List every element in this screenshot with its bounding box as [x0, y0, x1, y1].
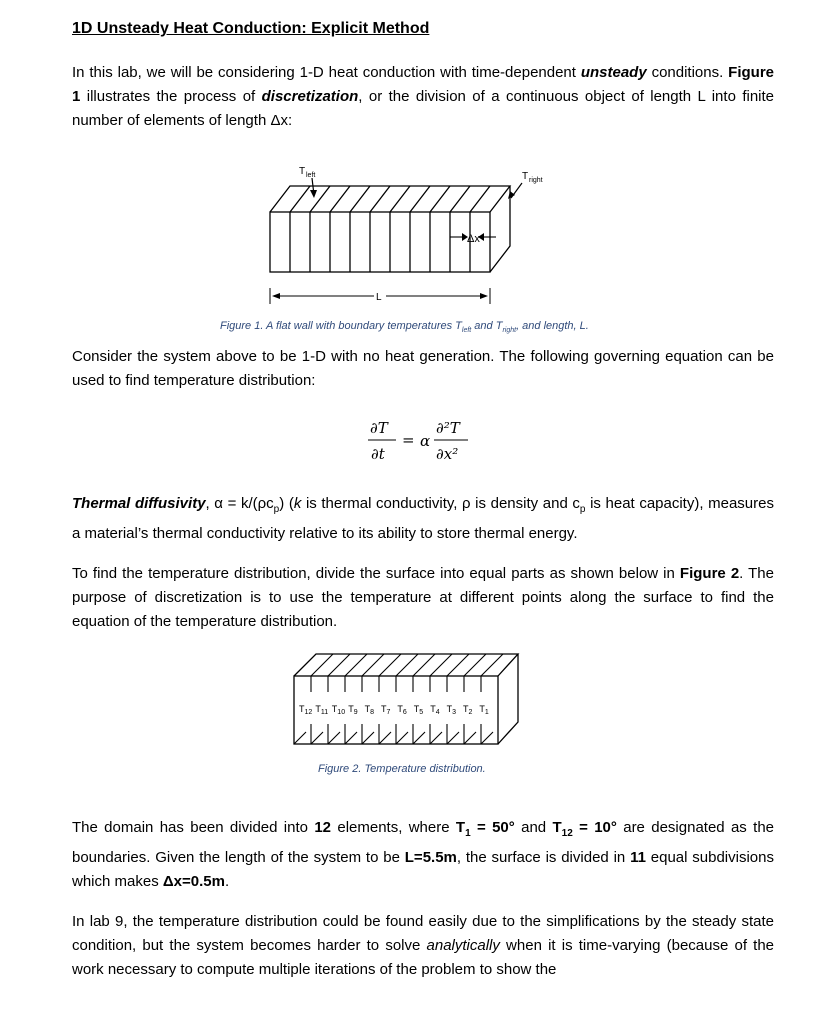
fig2-slice-top-line	[413, 654, 435, 676]
eq-rhs-numerator: ∂²T	[436, 419, 460, 437]
fig2-slice-top-line	[362, 654, 384, 676]
temperature-label-t6: $T_6$	[397, 704, 407, 716]
temperature-label-t4: $T_4$	[430, 704, 440, 716]
text-run: .	[224, 873, 230, 890]
svg-text:Δx: Δx	[467, 233, 480, 245]
value-elements: 12	[314, 819, 332, 836]
fig2-slice-top-line	[328, 654, 350, 676]
fig2-slice-diag-line	[345, 732, 357, 744]
caption-text: Figure 1. A flat wall with boundary temperatures T	[220, 320, 462, 332]
text-run: illustrates the process of	[80, 88, 262, 105]
text-run: are designated as the boundaries. Given the length of the system to be	[72, 819, 774, 866]
fig2-slice-top-line	[345, 654, 367, 676]
governing-equation-intro: Consider the system above to be 1-D with no heat generation. The following governing equation can be used to find temperature distribution:	[72, 348, 774, 389]
text-run: is heat capacity), measures a material’s thermal conductivity relative to its ability to store thermal energy.	[72, 495, 774, 542]
temperature-label-t2: $T_2$	[463, 704, 473, 716]
fig2-slice-diag-line	[481, 732, 493, 744]
fig2-slice-diag-line	[311, 732, 323, 744]
caption-sub: left	[461, 327, 472, 335]
text-run: , the surface is divided in	[456, 849, 631, 866]
fig2-slice-top-line	[430, 654, 452, 676]
svg-text:right: right	[529, 177, 543, 184]
subscript-p: p	[579, 504, 586, 515]
value-t12: $T_{12} = 10^\circ$	[552, 819, 617, 839]
fig2-slice-diag-line	[413, 732, 425, 744]
eq-rhs-denominator: ∂x²	[436, 445, 459, 463]
caption-sub: right	[502, 327, 517, 335]
text-run: ) (	[279, 495, 294, 512]
emphasis-thermal-diffusivity: Thermal diffusivity	[72, 495, 206, 512]
text-run: , α = k/(ρc	[205, 495, 274, 512]
fig2-slice-top-line	[311, 654, 333, 676]
figure2-reference: Figure 2	[679, 565, 740, 582]
fig2-slice-diag-line	[328, 732, 340, 744]
text-run: when it is time-varying (because of the work necessary to compute multiple iterations of the problem to show the	[72, 937, 775, 978]
fig2-slice-diag-line	[464, 732, 476, 744]
text-run: , or the division of a continuous object of length L into finite number of elements of length Δx:	[72, 88, 774, 129]
temperature-label-t5: $T_5$	[413, 704, 424, 716]
text-run: equal subdivisions which makes	[72, 849, 774, 890]
lab9-paragraph	[72, 910, 774, 982]
caption-text: and T	[471, 320, 503, 332]
value-subdivisions: 11	[630, 849, 646, 866]
figure1-reference: Figure 1	[72, 64, 775, 105]
temperature-label-t9: $T_9$	[348, 704, 358, 716]
eq-lhs-numerator: ∂T	[370, 419, 388, 437]
emphasis-k: k	[293, 495, 302, 512]
text-run: elements, where	[331, 819, 456, 836]
fig2-slice-diag-line	[294, 732, 306, 744]
temperature-label-t10: $T_{10}$	[331, 704, 346, 716]
svg-text:L: L	[376, 292, 382, 303]
svg-text:T: T	[299, 166, 306, 177]
temperature-label-t7: $T_7$	[381, 704, 391, 716]
emphasis-analytically: analytically	[426, 937, 500, 954]
eq-equals: =	[402, 431, 415, 449]
emphasis-discretization: discretization	[261, 88, 359, 105]
temperature-label-t8: $T_8$	[364, 704, 375, 716]
text-run: and	[514, 819, 553, 836]
fig2-slice-top-line	[447, 654, 469, 676]
text-run: In this lab, we will be considering 1-D heat conduction with time-dependent	[72, 64, 581, 81]
text-run: . The purpose of discretization is to use the temperature at different points along the surface to find the equation of the temperature distribution.	[72, 565, 774, 630]
text-run: To find the temperature distribution, divide the surface into equal parts as shown below in	[72, 565, 680, 582]
fig2-slice-diag-line	[362, 732, 374, 744]
value-t1: $T_1 = 50^\circ$	[455, 819, 515, 839]
svg-text:left: left	[306, 172, 316, 179]
caption-text: , and length, L.	[516, 320, 589, 332]
eq-lhs-denominator: ∂t	[371, 445, 385, 463]
value-dx: Δx=0.5m	[162, 873, 225, 890]
fig2-slice-diag-line	[396, 732, 408, 744]
fig2-right-face	[498, 654, 518, 744]
domain-paragraph	[72, 816, 774, 894]
emphasis-unsteady: unsteady	[580, 64, 647, 81]
fig2-slice-diag-line	[447, 732, 459, 744]
value-length: L=5.5m	[404, 849, 457, 866]
temperature-label-t1: $T_1$	[479, 704, 489, 716]
figure2-caption: Figure 2. Temperature distribution.	[318, 763, 486, 775]
fig2-slice-top-line	[396, 654, 418, 676]
subscript-p: p	[273, 504, 280, 515]
temperature-label-t12: $T_{12}$	[299, 704, 313, 716]
temperature-label-t3: $T_3$	[446, 704, 457, 716]
fig2-slice-diag-line	[430, 732, 442, 744]
temperature-label-t11: $T_{11}$	[315, 704, 329, 716]
svg-text:T: T	[522, 171, 529, 182]
text-run: In lab 9, the temperature distribution could be found easily due to the simplifications by the steady state condition, but the system becomes harder to solve	[72, 913, 774, 954]
text-run: The domain has been divided into	[72, 819, 315, 836]
fig2-slice-top-line	[481, 654, 503, 676]
text-run: conditions.	[646, 64, 729, 81]
page-title: 1D Unsteady Heat Conduction: Explicit Method	[72, 20, 430, 37]
fig2-slice-top-line	[379, 654, 401, 676]
fig2-slice-diag-line	[379, 732, 391, 744]
fig2-slice-top-line	[464, 654, 486, 676]
eq-alpha: α	[420, 432, 431, 450]
text-run: is thermal conductivity, ρ is density and c	[301, 495, 580, 512]
